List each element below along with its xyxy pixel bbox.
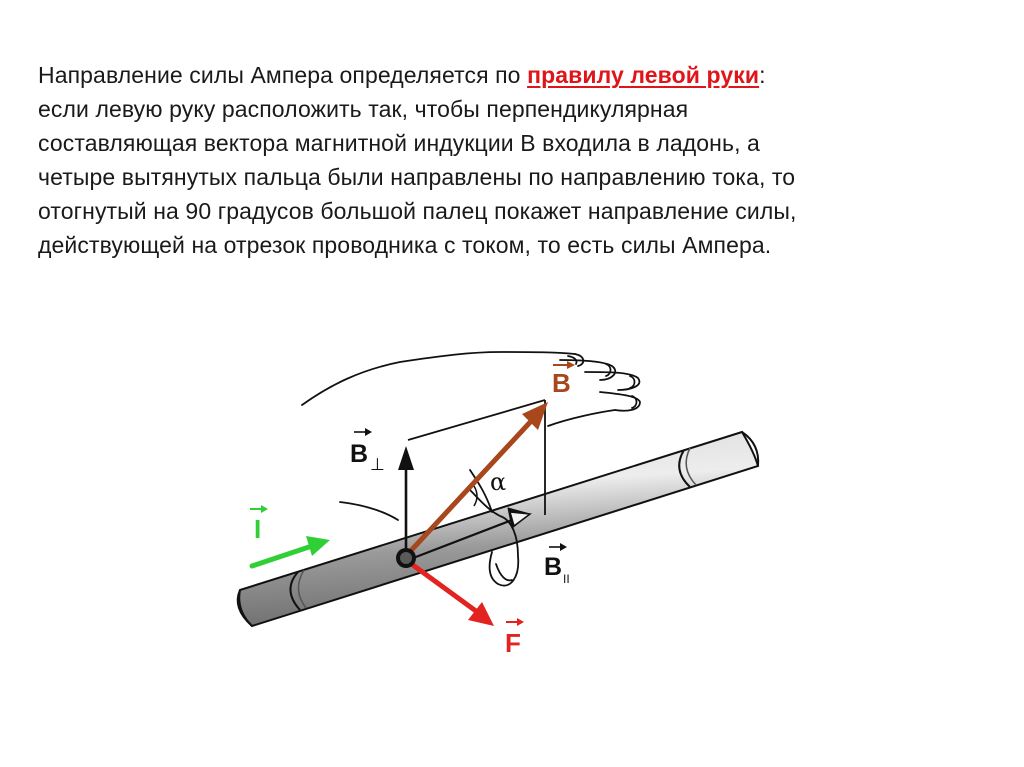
label-force — [505, 618, 524, 658]
label-b-perp-text: B — [350, 440, 369, 468]
current-vector — [252, 536, 330, 566]
label-alpha — [490, 468, 506, 496]
origin-point — [396, 548, 416, 568]
label-b-par-text: B — [544, 553, 563, 581]
label-current — [250, 505, 268, 544]
label-force-text: F — [505, 628, 521, 658]
label-b-par-sub: II — [563, 572, 570, 586]
text-line-1-end: : — [759, 62, 766, 88]
conductor-rod — [238, 432, 758, 626]
text-line-3: составляющая вектора магнитной индукции В входила в ладонь, а — [38, 130, 760, 156]
left-hand-rule-link[interactable]: правилу левой руки — [527, 62, 760, 88]
label-b-text: B — [552, 368, 571, 398]
label-alpha-text: α — [490, 468, 507, 496]
text-line-6: действующей на отрезок проводника с током, то есть силы Ампера. — [38, 232, 772, 258]
text-line-1-start: Направление силы Ампера определяется по — [38, 62, 528, 88]
label-b-perpendicular — [350, 428, 385, 475]
label-b — [552, 361, 575, 398]
label-b-parallel — [544, 543, 570, 586]
text-line-5: отогнутый на 90 градусов большой палец покажет направление силы, — [38, 198, 797, 224]
label-b-perp-sub: ⊥ — [370, 455, 385, 475]
force-vector — [406, 560, 494, 626]
text-line-4: четыре вытянутых пальца были направлены по направлению тока, то — [38, 164, 796, 190]
text-line-2: если левую руку расположить так, чтобы перпендикулярная — [38, 96, 689, 122]
label-current-text: I — [254, 514, 262, 544]
